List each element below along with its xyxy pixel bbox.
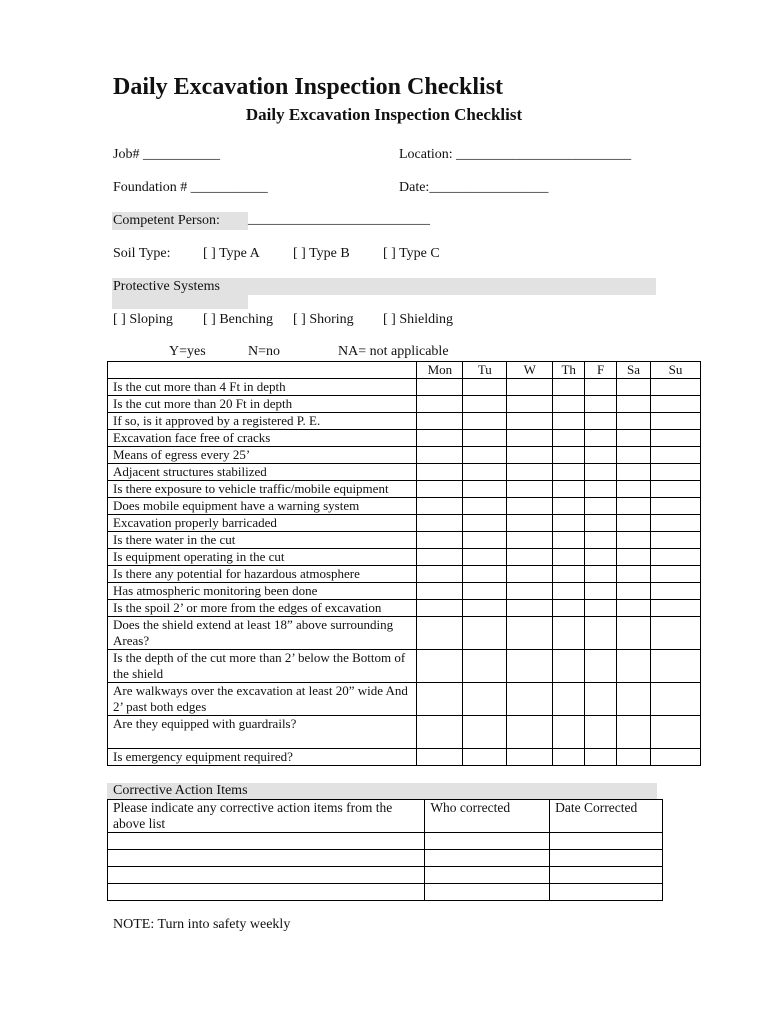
answer-cell-sa[interactable] (617, 413, 651, 430)
table-row (108, 566, 701, 583)
answer-cell-sa[interactable] (617, 498, 651, 515)
table-row (108, 716, 701, 749)
table-row (108, 481, 701, 498)
corrective-header-row (108, 800, 663, 833)
answer-cell-f[interactable] (585, 464, 617, 481)
answer-cell-w[interactable] (507, 498, 553, 515)
date-corrected-cell[interactable] (550, 884, 663, 901)
answer-cell-su[interactable] (651, 413, 701, 430)
answer-cell-w[interactable] (507, 549, 553, 566)
answer-cell-sa[interactable] (617, 481, 651, 498)
question-cell: If so, is it approved by a registered P. E. (108, 413, 417, 430)
corrective-item-cell[interactable] (108, 833, 425, 850)
answer-cell-tu[interactable] (463, 716, 507, 749)
question-cell: Is the spoil 2’ or more from the edges of excavation (108, 600, 417, 617)
benching-option: [ ] Benching (203, 312, 273, 327)
answer-cell-su[interactable] (651, 600, 701, 617)
answer-cell-tu[interactable] (463, 650, 507, 683)
question-cell: Excavation face free of cracks (108, 430, 417, 447)
answer-cell-th[interactable] (553, 413, 585, 430)
answer-cell-su[interactable] (651, 430, 701, 447)
answer-cell-th[interactable] (553, 396, 585, 413)
answer-cell-mon[interactable] (417, 749, 463, 766)
answer-cell-w[interactable] (507, 617, 553, 650)
answer-cell-mon[interactable] (417, 464, 463, 481)
answer-cell-th[interactable] (553, 379, 585, 396)
sloping-option: [ ] Sloping (113, 312, 173, 327)
legend-yes: Y=yes (169, 344, 206, 359)
answer-cell-f[interactable] (585, 566, 617, 583)
answer-cell-su[interactable] (651, 498, 701, 515)
answer-cell-th[interactable] (553, 716, 585, 749)
day-header-su: Su (651, 362, 701, 379)
answer-cell-th[interactable] (553, 532, 585, 549)
answer-cell-tu[interactable] (463, 430, 507, 447)
answer-cell-th[interactable] (553, 447, 585, 464)
header-blank-cell (108, 362, 417, 379)
foundation-field: Foundation # ___________ (113, 180, 268, 195)
answer-cell-sa[interactable] (617, 650, 651, 683)
question-cell: Means of egress every 25’ (108, 447, 417, 464)
question-cell: Is equipment operating in the cut (108, 549, 417, 566)
competent-person-label: Competent Person: (113, 213, 220, 228)
table-row (108, 850, 663, 867)
answer-cell-w[interactable] (507, 413, 553, 430)
who-corrected-cell[interactable] (425, 867, 550, 884)
answer-cell-f[interactable] (585, 600, 617, 617)
answer-cell-th[interactable] (553, 600, 585, 617)
answer-cell-su[interactable] (651, 749, 701, 766)
answer-cell-th[interactable] (553, 566, 585, 583)
answer-cell-w[interactable] (507, 379, 553, 396)
answer-cell-w[interactable] (507, 650, 553, 683)
answer-cell-mon[interactable] (417, 683, 463, 716)
who-corrected-cell[interactable] (425, 884, 550, 901)
soil-type-a-option: [ ] Type A (203, 246, 260, 261)
answer-cell-mon[interactable] (417, 566, 463, 583)
answer-cell-th[interactable] (553, 481, 585, 498)
answer-cell-th[interactable] (553, 515, 585, 532)
table-row (108, 867, 663, 884)
answer-cell-w[interactable] (507, 600, 553, 617)
date-corrected-cell[interactable] (550, 833, 663, 850)
answer-cell-mon[interactable] (417, 583, 463, 600)
day-header-tu: Tu (463, 362, 507, 379)
answer-cell-sa[interactable] (617, 464, 651, 481)
answer-cell-w[interactable] (507, 481, 553, 498)
job-number-field: Job# ___________ (113, 147, 220, 162)
answer-cell-f[interactable] (585, 749, 617, 766)
table-row (108, 617, 701, 650)
soil-type-label: Soil Type: (113, 246, 171, 261)
day-header-mon: Mon (417, 362, 463, 379)
answer-cell-su[interactable] (651, 447, 701, 464)
answer-cell-w[interactable] (507, 716, 553, 749)
answer-cell-f[interactable] (585, 413, 617, 430)
answer-cell-f[interactable] (585, 716, 617, 749)
answer-cell-w[interactable] (507, 464, 553, 481)
question-cell: Is emergency equipment required? (108, 749, 417, 766)
table-row (108, 749, 701, 766)
table-row (108, 583, 701, 600)
table-row (108, 650, 701, 683)
answer-cell-w[interactable] (507, 430, 553, 447)
corrective-item-cell[interactable] (108, 850, 425, 867)
date-corrected-cell[interactable] (550, 867, 663, 884)
answer-cell-w[interactable] (507, 515, 553, 532)
note-text: NOTE: Turn into safety weekly (113, 917, 291, 932)
question-cell: Adjacent structures stabilized (108, 464, 417, 481)
answer-cell-f[interactable] (585, 430, 617, 447)
answer-cell-tu[interactable] (463, 566, 507, 583)
answer-cell-tu[interactable] (463, 396, 507, 413)
date-corrected-header: Date Corrected (550, 800, 663, 833)
answer-cell-su[interactable] (651, 583, 701, 600)
legend-no: N=no (248, 344, 281, 359)
answer-cell-sa[interactable] (617, 583, 651, 600)
checklist-header-row (108, 362, 701, 379)
question-cell: Is there any potential for hazardous atmosphere (108, 566, 417, 583)
answer-cell-su[interactable] (651, 617, 701, 650)
answer-cell-mon[interactable] (417, 396, 463, 413)
soil-type-c-option: [ ] Type C (383, 246, 440, 261)
answer-cell-tu[interactable] (463, 583, 507, 600)
answer-cell-mon[interactable] (417, 532, 463, 549)
answer-cell-tu[interactable] (463, 464, 507, 481)
question-cell: Are walkways over the excavation at least 20” wide And 2’ past both edges (108, 683, 417, 716)
table-row (108, 532, 701, 549)
table-row (108, 430, 701, 447)
answer-cell-su[interactable] (651, 464, 701, 481)
protective-systems-shading-lower (112, 295, 248, 309)
answer-cell-sa[interactable] (617, 549, 651, 566)
corrective-action-table (107, 799, 663, 901)
answer-cell-su[interactable] (651, 515, 701, 532)
answer-cell-mon[interactable] (417, 430, 463, 447)
answer-cell-sa[interactable] (617, 617, 651, 650)
answer-cell-w[interactable] (507, 583, 553, 600)
table-row (108, 498, 701, 515)
question-cell: Does mobile equipment have a warning system (108, 498, 417, 515)
question-cell: Excavation properly barricaded (108, 515, 417, 532)
answer-cell-mon[interactable] (417, 515, 463, 532)
who-corrected-header: Who corrected (425, 800, 550, 833)
question-cell: Is the depth of the cut more than 2’ below the Bottom of the shield (108, 650, 417, 683)
document-title: Daily Excavation Inspection Checklist (113, 74, 504, 100)
who-corrected-cell[interactable] (425, 833, 550, 850)
answer-cell-mon[interactable] (417, 716, 463, 749)
answer-cell-f[interactable] (585, 549, 617, 566)
inspection-checklist-table (107, 361, 701, 766)
answer-cell-f[interactable] (585, 481, 617, 498)
table-row (108, 515, 701, 532)
question-cell: Is the cut more than 4 Ft in depth (108, 379, 417, 396)
question-cell: Has atmospheric monitoring been done (108, 583, 417, 600)
answer-cell-tu[interactable] (463, 515, 507, 532)
answer-cell-th[interactable] (553, 749, 585, 766)
day-header-sa: Sa (617, 362, 651, 379)
answer-cell-f[interactable] (585, 515, 617, 532)
table-row (108, 884, 663, 901)
answer-cell-tu[interactable] (463, 683, 507, 716)
corrective-items-header: Please indicate any corrective action items from the above list (108, 800, 425, 833)
answer-cell-f[interactable] (585, 498, 617, 515)
answer-cell-su[interactable] (651, 716, 701, 749)
answer-cell-sa[interactable] (617, 430, 651, 447)
who-corrected-cell[interactable] (425, 850, 550, 867)
answer-cell-tu[interactable] (463, 617, 507, 650)
answer-cell-sa[interactable] (617, 447, 651, 464)
answer-cell-f[interactable] (585, 683, 617, 716)
answer-cell-tu[interactable] (463, 600, 507, 617)
question-cell: Are they equipped with guardrails? (108, 716, 417, 749)
protective-systems-label: Protective Systems (113, 279, 220, 294)
question-cell: Does the shield extend at least 18” above surrounding Areas? (108, 617, 417, 650)
answer-cell-tu[interactable] (463, 498, 507, 515)
corrective-item-cell[interactable] (108, 867, 425, 884)
answer-cell-su[interactable] (651, 549, 701, 566)
question-cell: Is the cut more than 20 Ft in depth (108, 396, 417, 413)
answer-cell-f[interactable] (585, 447, 617, 464)
answer-cell-tu[interactable] (463, 379, 507, 396)
answer-cell-tu[interactable] (463, 481, 507, 498)
answer-cell-sa[interactable] (617, 515, 651, 532)
answer-cell-sa[interactable] (617, 566, 651, 583)
answer-cell-mon[interactable] (417, 549, 463, 566)
answer-cell-th[interactable] (553, 464, 585, 481)
answer-cell-sa[interactable] (617, 379, 651, 396)
answer-cell-su[interactable] (651, 481, 701, 498)
competent-person-line: __________________________ (248, 212, 430, 227)
location-field: Location: _________________________ (399, 147, 632, 162)
answer-cell-f[interactable] (585, 532, 617, 549)
shielding-option: [ ] Shielding (383, 312, 453, 327)
table-row (108, 600, 701, 617)
answer-cell-mon[interactable] (417, 600, 463, 617)
corrective-item-cell[interactable] (108, 884, 425, 901)
document-subtitle: Daily Excavation Inspection Checklist (245, 105, 523, 124)
answer-cell-w[interactable] (507, 532, 553, 549)
table-row (108, 396, 701, 413)
table-row (108, 464, 701, 481)
table-row (108, 833, 663, 850)
corrective-action-label: Corrective Action Items (113, 783, 248, 798)
answer-cell-sa[interactable] (617, 716, 651, 749)
table-row (108, 447, 701, 464)
answer-cell-mon[interactable] (417, 447, 463, 464)
date-corrected-cell[interactable] (550, 850, 663, 867)
soil-type-b-option: [ ] Type B (293, 246, 350, 261)
answer-cell-f[interactable] (585, 617, 617, 650)
answer-cell-mon[interactable] (417, 413, 463, 430)
answer-cell-th[interactable] (553, 498, 585, 515)
answer-cell-f[interactable] (585, 379, 617, 396)
answer-cell-th[interactable] (553, 430, 585, 447)
answer-cell-sa[interactable] (617, 749, 651, 766)
answer-cell-f[interactable] (585, 396, 617, 413)
answer-cell-w[interactable] (507, 447, 553, 464)
table-row (108, 683, 701, 716)
day-header-th: Th (553, 362, 585, 379)
day-header-f: F (585, 362, 617, 379)
answer-cell-f[interactable] (585, 583, 617, 600)
answer-cell-th[interactable] (553, 549, 585, 566)
answer-cell-sa[interactable] (617, 532, 651, 549)
question-cell: Is there water in the cut (108, 532, 417, 549)
legend-not-applicable: NA= not applicable (338, 344, 449, 359)
table-row (108, 379, 701, 396)
table-row (108, 549, 701, 566)
answer-cell-w[interactable] (507, 683, 553, 716)
answer-cell-w[interactable] (507, 396, 553, 413)
answer-cell-sa[interactable] (617, 600, 651, 617)
answer-cell-su[interactable] (651, 379, 701, 396)
answer-cell-su[interactable] (651, 566, 701, 583)
answer-cell-th[interactable] (553, 617, 585, 650)
answer-cell-tu[interactable] (463, 749, 507, 766)
answer-cell-su[interactable] (651, 532, 701, 549)
date-field: Date:_________________ (399, 180, 549, 195)
answer-cell-tu[interactable] (463, 413, 507, 430)
answer-cell-th[interactable] (553, 583, 585, 600)
answer-cell-w[interactable] (507, 749, 553, 766)
answer-cell-mon[interactable] (417, 379, 463, 396)
answer-cell-mon[interactable] (417, 498, 463, 515)
answer-cell-tu[interactable] (463, 447, 507, 464)
answer-cell-w[interactable] (507, 566, 553, 583)
day-header-w: W (507, 362, 553, 379)
answer-cell-mon[interactable] (417, 481, 463, 498)
answer-cell-mon[interactable] (417, 650, 463, 683)
answer-cell-th[interactable] (553, 650, 585, 683)
answer-cell-su[interactable] (651, 396, 701, 413)
shoring-option: [ ] Shoring (293, 312, 354, 327)
answer-cell-tu[interactable] (463, 549, 507, 566)
answer-cell-f[interactable] (585, 650, 617, 683)
answer-cell-sa[interactable] (617, 683, 651, 716)
answer-cell-su[interactable] (651, 683, 701, 716)
answer-cell-tu[interactable] (463, 532, 507, 549)
table-row (108, 413, 701, 430)
question-cell: Is there exposure to vehicle traffic/mobile equipment (108, 481, 417, 498)
answer-cell-sa[interactable] (617, 396, 651, 413)
answer-cell-th[interactable] (553, 683, 585, 716)
answer-cell-su[interactable] (651, 650, 701, 683)
answer-cell-mon[interactable] (417, 617, 463, 650)
